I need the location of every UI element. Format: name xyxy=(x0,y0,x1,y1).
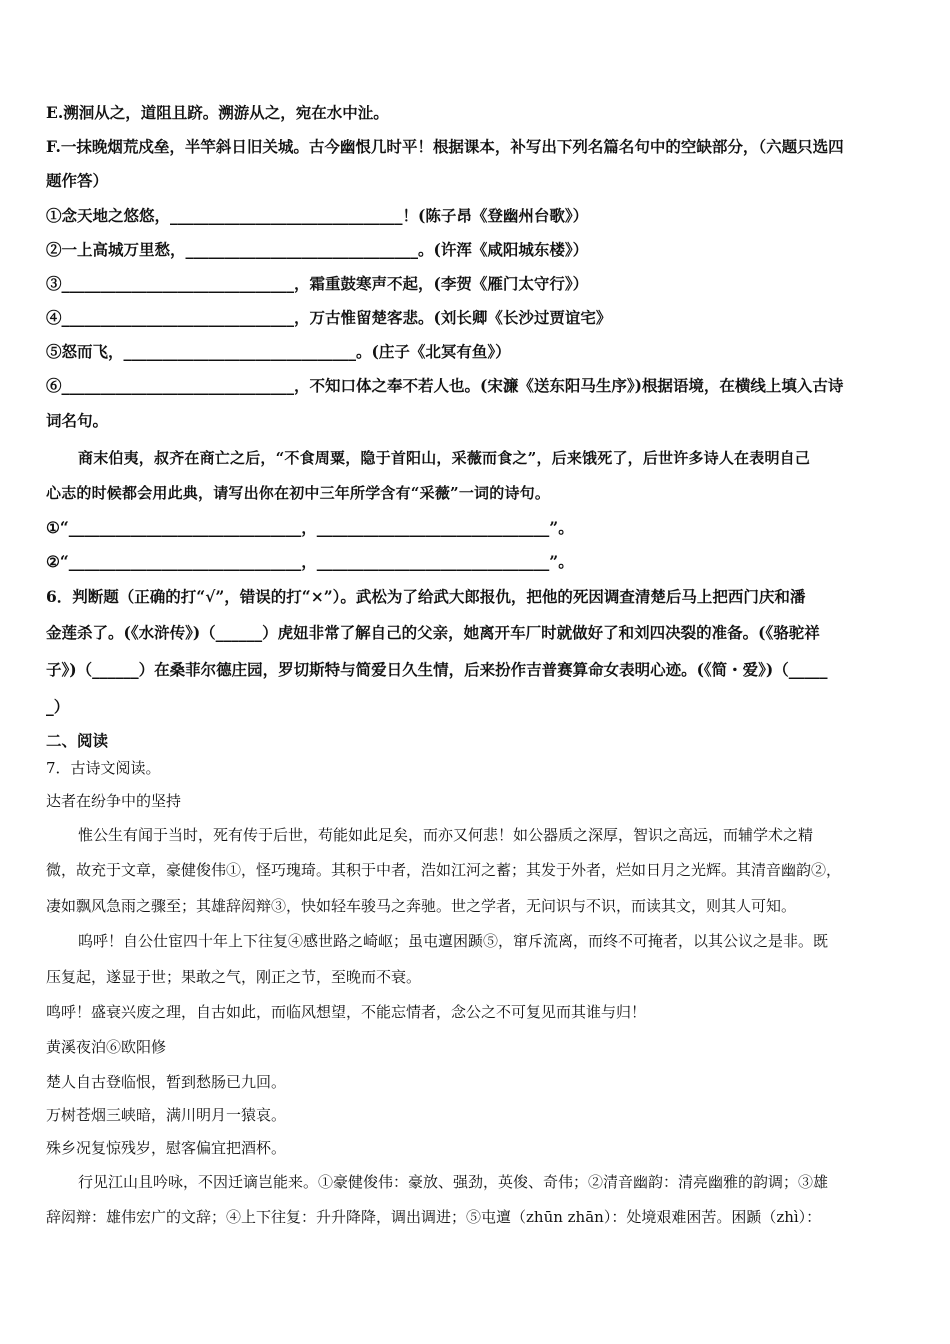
question-6-line-1: 6．判断题（正确的打“√”，错误的打“×”）。武松为了给武大郎报仇，把他的死因调查清楚后马上把西门庆和潘 xyxy=(46,587,806,606)
option-e-line: E.溯洄从之，道阻且跻。溯游从之，宛在水中沚。 xyxy=(46,103,389,122)
context-paragraph-line-1: 商末伯夷，叔齐在商亡之后，“不食周粟，隐于首阳山，采薇而食之”，后来饿死了，后世许多诗人在表明自己 xyxy=(78,449,811,467)
passage-line-1: 惟公生有闻于当时，死有传于后世，苟能如此足矣，而亦又何悲！如公器质之深厚，智识之高远，而辅学术之精 xyxy=(78,826,814,844)
instruction-continuation: 题作答） xyxy=(46,171,109,190)
passage-line-2: 微，故充于文章，豪健俊伟①，怪巧瑰琦。其积于中者，浩如江河之蓄；其发于外者，烂如日月之光辉。其清音幽韵②， xyxy=(46,861,842,879)
passage-line-5: 压复起，遂显于世；果敢之气，刚正之节，至晚而不衰。 xyxy=(46,968,422,986)
passage-line-4: 呜呼！自公仕宦四十年上下往复④感世路之崎岖；虽屯邅困踬⑤，窜斥流离，而终不可掩者，以其公议之是非。既 xyxy=(78,932,829,950)
poem-line-3: 殊乡况复惊残岁，慰客偏宜把酒杯。 xyxy=(46,1139,287,1157)
fill-blank-6-continuation: 词名句。 xyxy=(46,411,109,430)
question-7-title: 7．古诗文阅读。 xyxy=(46,759,161,777)
fill-blank-1: ①念天地之悠悠，______________________________！(陈子昂《登幽州台歌》） xyxy=(46,206,589,225)
fill-blank-3: ③______________________________，霜重鼓寒声不起，(李贺《雁门太守行》） xyxy=(46,274,589,293)
fill-blank-5: ⑤怒而飞，______________________________。(庄子《北冥有鱼》） xyxy=(46,342,511,361)
fill-blank-2: ②一上高城万里愁，______________________________。(许浑《咸阳城东楼》） xyxy=(46,240,589,259)
question-6-line-4: _） xyxy=(46,697,70,716)
passage-title: 达者在纷争中的坚持 xyxy=(46,792,182,810)
section-heading-reading: 二、阅读 xyxy=(46,731,109,750)
fill-blank-6: ⑥______________________________，不知口体之奉不若人也。(宋濂《送东阳马生序》)根据语境，在横线上填入古诗 xyxy=(46,376,844,395)
question-6-line-3: 子》)（______）在桑菲尔德庄园，罗切斯特与简爱日久生情，后来扮作吉普赛算命女表明心迹。(《简・爱》)（_____ xyxy=(46,660,828,679)
poem-line-4-with-notes: 行见江山且吟咏，不因迁谪岂能来。①豪健俊伟：豪放、强劲，英俊、奇伟；②清音幽韵：清亮幽雅的韵调；③雄 xyxy=(78,1173,829,1191)
caiwei-answer-1: ①“______________________________，______________________________”。 xyxy=(46,518,574,537)
caiwei-answer-2: ②“______________________________，______________________________”。 xyxy=(46,552,574,571)
question-6-line-2: 金莲杀了。(《水浒传》)（______）虎妞非常了解自己的父亲，她离开车厂时就做好了和刘四决裂的准备。(《骆驼祥 xyxy=(46,623,820,642)
notes-line: 辞闳辩：雄伟宏广的文辞；④上下往复：升升降降，调出调进；⑤屯邅（zhūn zhān）：处境艰难困苦。困踬（zhì）： xyxy=(46,1208,822,1226)
fill-blank-4: ④______________________________，万古惟留楚客悲。(刘长卿《长沙过贾谊宅》 xyxy=(46,308,612,327)
poem-line-1: 楚人自古登临恨，暂到愁肠已九回。 xyxy=(46,1073,287,1091)
passage-line-3: 凄如飘风急雨之骤至；其雄辞闳辩③，快如轻车骏马之奔驰。世之学者，无问识与不识，而读其文，则其人可知。 xyxy=(46,897,797,915)
context-paragraph-line-2: 心志的时候都会用此典，请写出你在初中三年所学含有“采薇”一词的诗句。 xyxy=(46,484,551,502)
poem-title: 黄溪夜泊⑥欧阳修 xyxy=(46,1038,167,1056)
option-f-line: F.一抹晚烟荒戍垒，半竿斜日旧关城。古今幽恨几时平！根据课本，补写出下列名篇名句中的空缺部分，（六题只选四 xyxy=(46,137,844,156)
passage-line-6: 鸣呼！盛衰兴废之理，自古如此，而临风想望，不能忘情者，念公之不可复见而其谁与归！ xyxy=(46,1003,647,1021)
poem-line-2: 万树苍烟三峡暗，满川明月一猿哀。 xyxy=(46,1106,287,1124)
